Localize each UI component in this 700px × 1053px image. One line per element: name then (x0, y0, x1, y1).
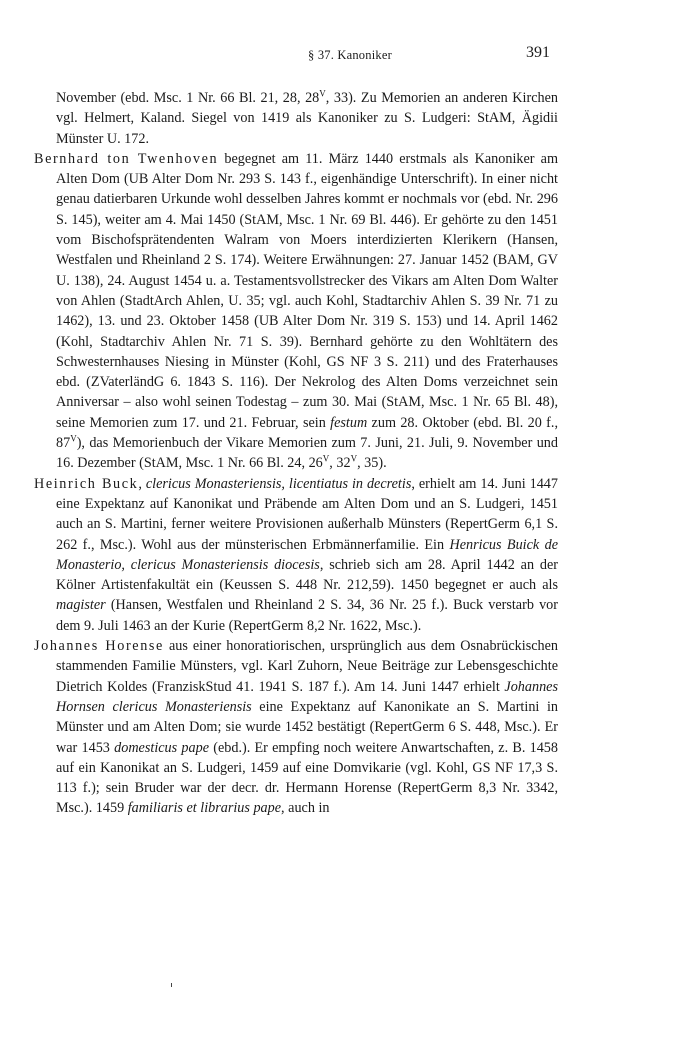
entry-name: Johannes Horense (34, 638, 164, 655)
entry (34, 636, 558, 819)
running-head (0, 44, 700, 68)
superscript: V (70, 433, 77, 444)
text-run: (ebd.). Er empfing noch weitere Anwartschaften, z. B. 1458 auf ein Kanonikat an S. Ludgeri, 1459 auf eine Domvikarie (vgl. Kohl, GS NF 17,3 S. 113 f.); sein Bruder war der decr. dr. Hermann Horense (RepertGerm 8,3 Nr. 3342, Msc.). 1459 (56, 739, 558, 817)
superscript: V (350, 453, 358, 464)
text-run: , 35). (357, 455, 387, 472)
stray-mark (171, 983, 172, 987)
italic-text: clericus Monasteriensis, licentiatus in decretis (145, 475, 412, 492)
text-run: , 32 (329, 455, 351, 472)
italic-text: festum (330, 414, 368, 431)
text-run: , erhielt am 14. Juni 1447 eine Expektanz auf Kanonikat und Präbende am Alten Dom und an S. Ludgeri, 1451 auch an S. Martini, ferner weitere Provisionen außerhalb Münsters (RepertGerm 6,1 S. 262 f., Msc.). Wohl aus der münsterischen Erbmännerfamilie. Ein (56, 475, 558, 553)
entry-name: Bernhard ton Twenhoven (34, 150, 219, 167)
section-title: § 37. Kanoniker (308, 48, 392, 62)
entry-name: Heinrich Buck (34, 475, 139, 492)
text-run: ), das Memorienbuch der Vikare Memorien zum 7. Juni, 21. Juli, 9. November und 16. Dezember (StAM, Msc. 1 Nr. 66 Bl. 24, 26 (56, 435, 558, 472)
italic-text: domesticus pape (114, 739, 209, 756)
text-run: , auch in (281, 800, 330, 817)
italic-text: familiaris et librarius pape (127, 800, 282, 817)
text-run: November (ebd. Msc. 1 Nr. 66 Bl. 21, 28, 28 (56, 90, 320, 106)
italic-text: Johannes Hornsen clericus Monasteriensis (56, 678, 558, 715)
page-body (34, 88, 558, 819)
italic-text: Henricus Buick de Monasterio, clericus Monasteriensis diocesis (56, 536, 558, 573)
text-run: aus einer honoratiorischen, ursprünglich aus dem Osnabrückischen stammenden Familie Münsters, vgl. Karl Zuhorn, Neue Beiträge zur Lebensgeschichte Dietrich Koldes (FranziskStud 41. 1941 S. 187 f.). Am 14. Juni 1447 erhielt (56, 638, 558, 695)
text-run: eine Expektanz auf Kanonikate an S. Martini in Münster und am Alten Dom; sie wurde 1452 bestätigt (RepertGerm 6 S. 448, Msc.). Er war 1453 (56, 698, 558, 756)
italic-text: magister (56, 597, 106, 614)
text-run: , 33). Zu Memorien an anderen Kirchen vgl. Helmert, Kaland. Siegel von 1419 als Kanoniker zu S. Ludgeri: StAM, Ägidii Münster U. 172. (56, 90, 558, 147)
entry-continuation (34, 88, 558, 149)
entry (34, 149, 558, 474)
text-run: zum 28. Oktober (ebd. Bl. 20 f., 87 (56, 414, 558, 452)
entry (34, 474, 558, 636)
text-run: (Hansen, Westfalen und Rheinland 2 S. 34, 36 Nr. 25 f.). Buck verstarb vor dem 9. Juli 1463 an der Kurie (RepertGerm 8,2 Nr. 1622, Msc.). (56, 597, 558, 634)
page-number: 391 (526, 44, 550, 61)
superscript: V (319, 88, 326, 99)
superscript: V (322, 453, 330, 464)
text-run: , schrieb sich am 28. April 1442 an der Kölner Artistenfakultät ein (Keussen S. 448 Nr. 212,59). 1450 begegnet er auch als (56, 556, 559, 594)
text-run: , (138, 475, 146, 492)
text-run: begegnet am 11. März 1440 erstmals als Kanoniker am Alten Dom (UB Alter Dom Nr. 293 S. 143 f., eigenhändige Unterschrift). In einer nicht genau datierbaren Urkunde wohl desselben Jahres kommt er nochmals vor (ebd. Nr. 296 S. 145), weiter am 4. Mai 1450 (StAM, Msc. 1 Nr. 69 Bl. 446). Er gehörte zu den 1451 vom Bischofsprätendenten Walram von Moers interdizierten Klerikern (Hansen, Westfalen und Rheinland 2 S. 174). Weitere Erwähnungen: 27. Januar 1452 (BAM, GV U. 138), 24. August 1454 u. a. Testamentsvollstrecker des Vikars am Alten Dom Walter von Ahlen (StadtArch Ahlen, U. 35; vgl. auch Kohl, Stadtarchiv Ahlen S. 39 Nr. 71 zu 1462), 13. und 23. Oktober 1458 (UB Alter Dom Nr. 319 S. 153) und 14. April 1462 (Kohl, Stadtarchiv Ahlen Nr. 71 S. 39). Bernhard gehörte zu den Wohltätern des Schwesternhauses Niesing in Münster (Kohl, GS NF 3 S. 211) und des Fraterhauses ebd. (ZVaterländG 6. 1843 S. 116). Der Nekrolog des Alten Doms verzeichnet sein Anniversar – also wohl seinen Todestag – zum 30. Mai (StAM, Msc. 1 Nr. 65 Bl. 48), seine Memorien zum 17. und 21. Februar, sein (56, 150, 559, 431)
